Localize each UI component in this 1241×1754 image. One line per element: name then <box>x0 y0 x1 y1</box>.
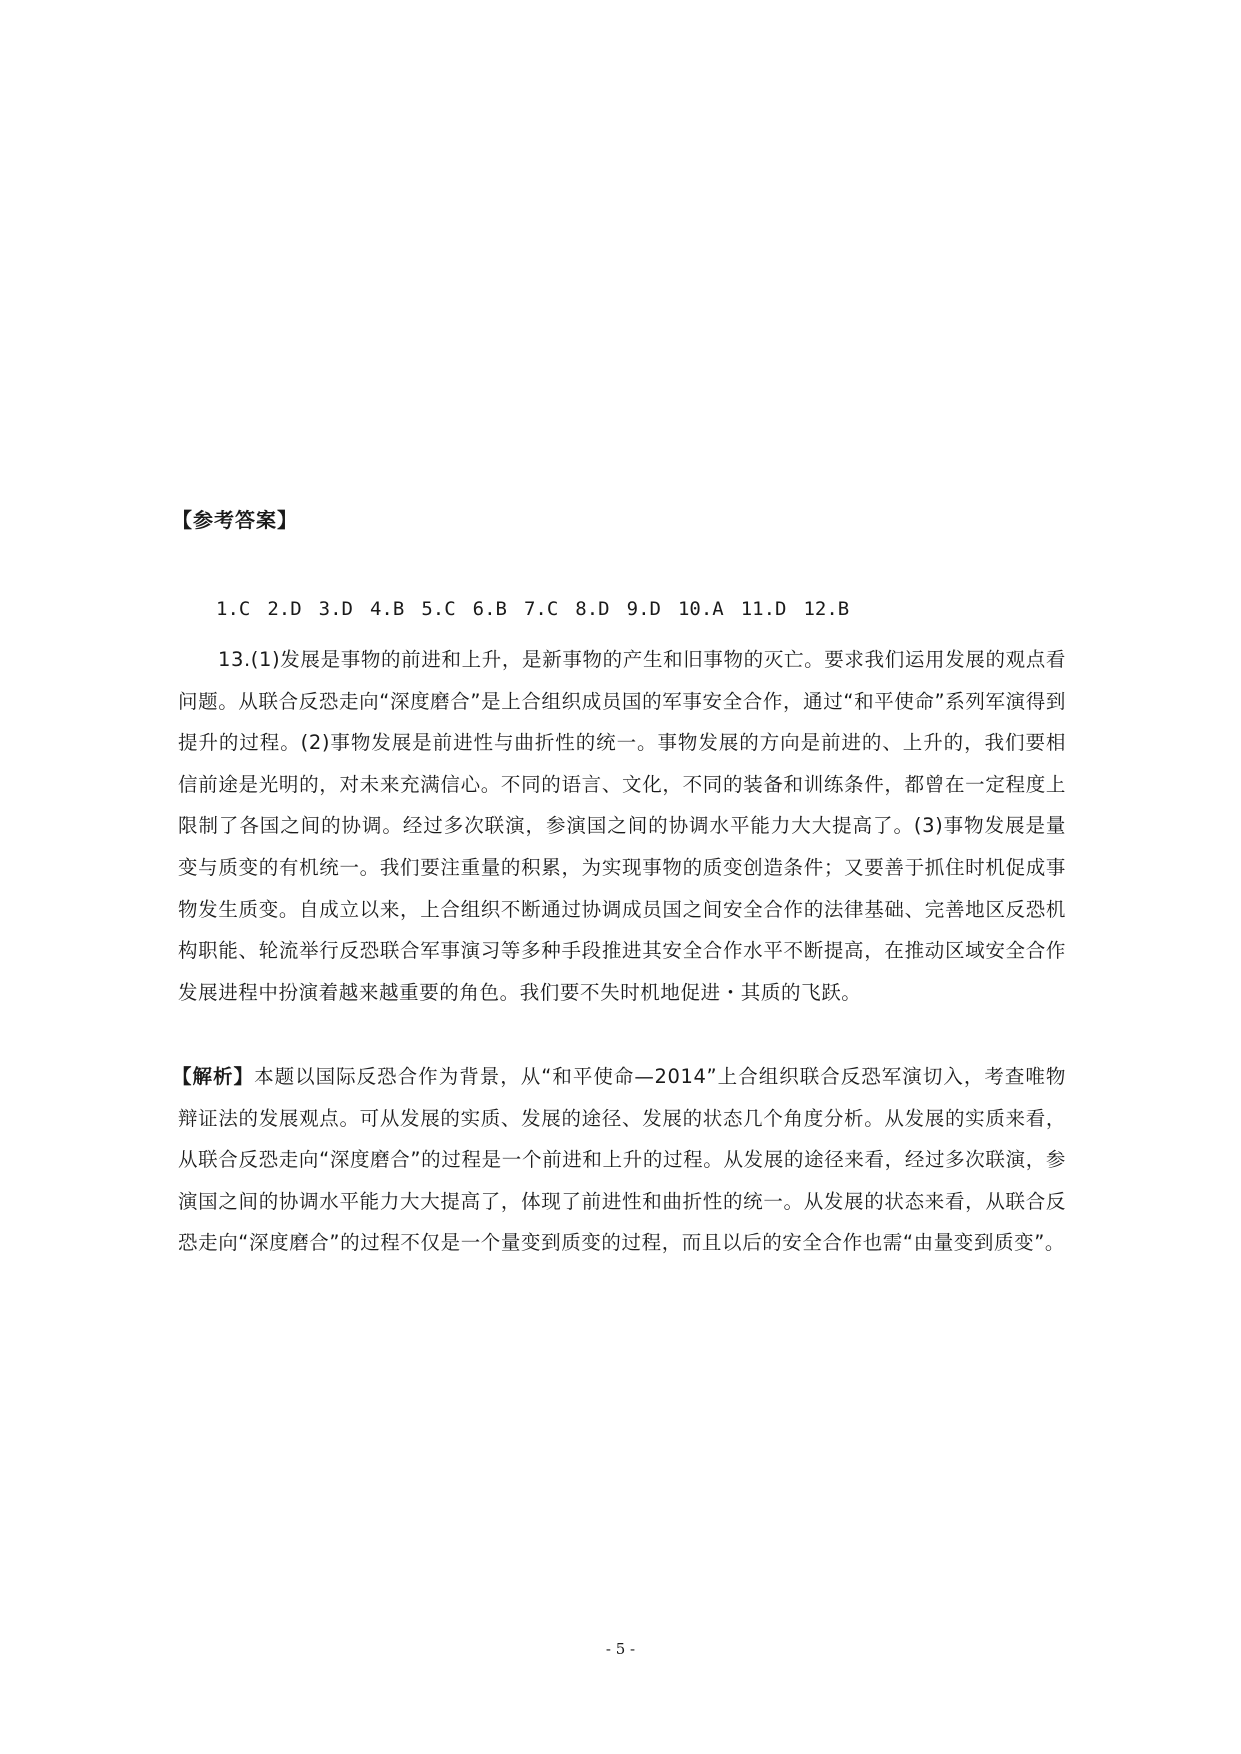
question-13-answer: 13.(1)发展是事物的前进和上升，是新事物的产生和旧事物的灭亡。要求我们运用发展的观点看问题。从联合反恐走向“深度磨合”是上合组织成员国的军事安全合作，通过“和平使命”系列军演得到提升的过程。(2)事物发展是前进性与曲折性的统一。事物发展的方向是前进的、上升的，我们要相信前途是光明的，对未来充满信心。不同的语言、文化，不同的装备和训练条件，都曾在一定程度上限制了各国之间的协调。经过多次联演，参演国之间的协调水平能力大大提高了。(3)事物发展是量变与质变的有机统一。我们要注重量的积累，为实现事物的质变创造条件；又要善于抓住时机促成事物发生质变。自成立以来，上合组织不断通过协调成员国之间安全合作的法律基础、完善地区反恐机构职能、轮流举行反恐联合军事演习等多种手段推进其安全合作水平不断提高，在推动区域安全合作发展进程中扮演着越来越重要的角色。我们要不失时机地促进・其质的飞跃。 <box>178 648 1066 1004</box>
analysis-text: 本题以国际反恐合作为背景，从“和平使命—2014”上合组织联合反恐军演切入，考查唯物辩证法的发展观点。可从发展的实质、发展的途径、发展的状态几个角度分析。从发展的实质来看，从联合反恐走向“深度磨合”的过程是一个前进和上升的过程。从发展的途径来看，经过多次联演，参演国之间的协调水平能力大大提高了，体现了前进性和曲折性的统一。从发展的状态来看，从联合反恐走向“深度磨合”的过程不仅是一个量变到质变的过程，而且以后的安全合作也需“由量变到质变”。 <box>178 1065 1066 1255</box>
answer-item: 7.C <box>523 598 559 620</box>
answer-item: 10.A <box>677 598 724 620</box>
answer-item: 1.C <box>216 598 251 620</box>
answer-item: 2.D <box>267 598 302 620</box>
answer-item: 3.D <box>318 598 353 620</box>
answer-item: 4.B <box>369 598 405 620</box>
answer-list <box>216 598 866 620</box>
answer-heading: 【参考答案】 <box>172 508 298 532</box>
answer-item: 9.D <box>626 598 661 620</box>
answer-item: 11.D <box>740 598 787 620</box>
answer-item: 8.D <box>575 598 610 620</box>
analysis-paragraph <box>172 1056 1066 1264</box>
page-number: - 5 - <box>605 1640 636 1658</box>
analysis-label: 【解析】 <box>172 1065 255 1088</box>
answer-item: 5.C <box>421 598 456 620</box>
answer-item: 6.B <box>472 598 507 620</box>
answer-item: 12.B <box>803 598 850 620</box>
